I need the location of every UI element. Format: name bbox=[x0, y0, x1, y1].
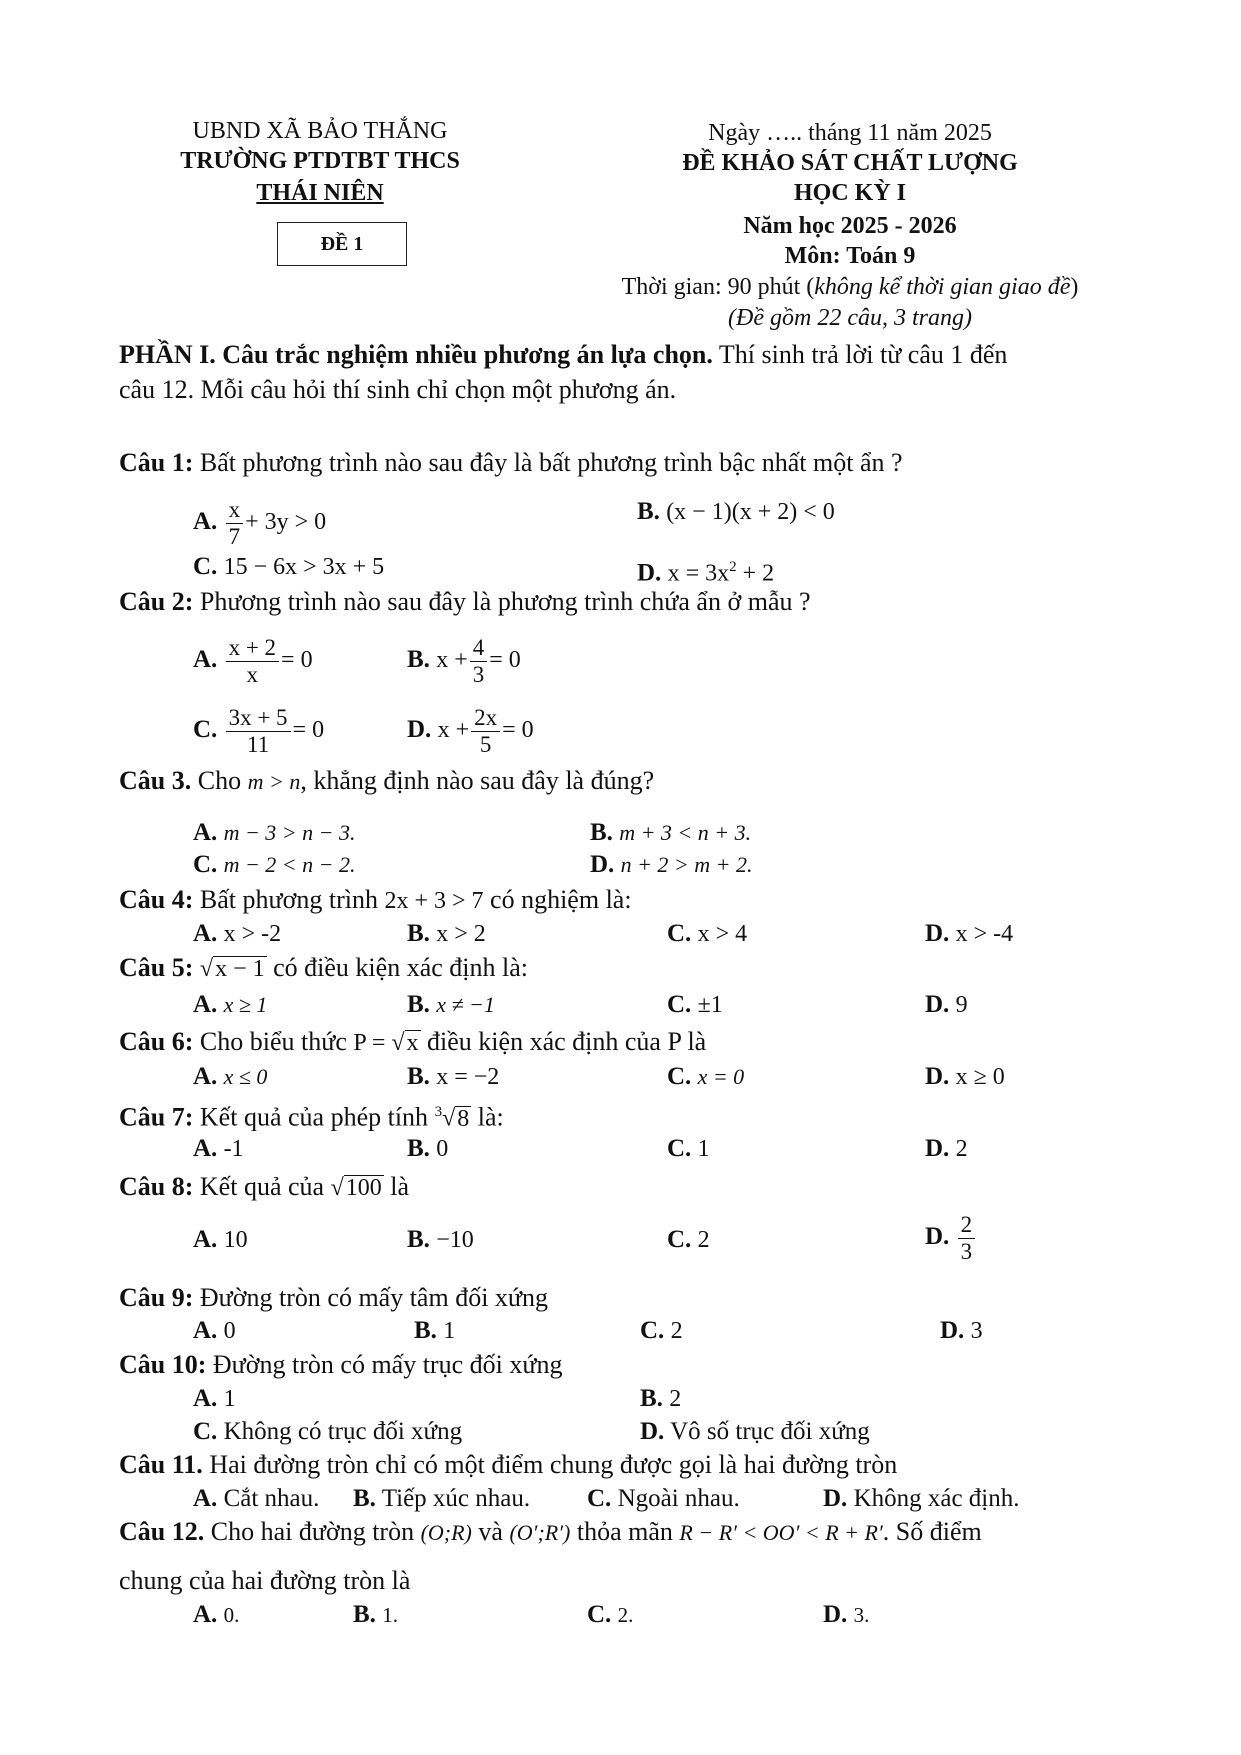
q4-option-b[interactable]: B. x > 2 bbox=[407, 920, 486, 947]
q7-option-a[interactable]: A. -1 bbox=[193, 1135, 244, 1162]
q4-option-d[interactable]: D. x > -4 bbox=[925, 920, 1014, 947]
q10-option-a[interactable]: A. 1 bbox=[193, 1385, 236, 1412]
q8-option-c[interactable]: C. 2 bbox=[667, 1226, 710, 1253]
q3-option-a[interactable]: A. m − 3 > n − 3. bbox=[193, 819, 356, 846]
q7-option-b[interactable]: B. 0 bbox=[407, 1135, 449, 1162]
question-12-line2: chung của hai đường tròn là bbox=[119, 1566, 411, 1595]
exam-code: ĐỀ 1 bbox=[320, 232, 364, 255]
q11-option-d[interactable]: D. Không xác định. bbox=[823, 1485, 1020, 1512]
q3-option-d[interactable]: D. n + 2 > m + 2. bbox=[590, 851, 753, 878]
question-7: Câu 7: Kết quả của phép tính $^3$√8 là: bbox=[119, 1102, 504, 1132]
q9-option-c[interactable]: C. 2 bbox=[640, 1317, 683, 1344]
question-12: Câu 12. Cho hai đường tròn (O;R) và (O′;R′) thỏa mãn R − R′ < OO′ < R + R′. Số điểm bbox=[119, 1517, 982, 1546]
exam-code-box bbox=[277, 222, 407, 266]
q1-option-b[interactable]: B. (x − 1)(x + 2) < 0 bbox=[637, 498, 835, 525]
subject: Môn: Toán 9 bbox=[784, 243, 916, 269]
question-11: Câu 11. Hai đường tròn chỉ có một điểm chung được gọi là hai đường tròn bbox=[119, 1450, 898, 1479]
question-9: Câu 9: Đường tròn có mấy tâm đối xứng bbox=[119, 1283, 549, 1312]
question-1: Câu 1: Bất phương trình nào sau đây là bất phương trình bậc nhất một ẩn ? bbox=[119, 448, 903, 477]
question-4: Câu 4: Bất phương trình 2x + 3 > 7 có nghiệm là: bbox=[119, 885, 632, 914]
part1-desc: câu 12. Mỗi câu hỏi thí sinh chỉ chọn một phương án. bbox=[119, 375, 677, 404]
exam-date: Ngày ….. tháng 11 năm 2025 bbox=[708, 120, 992, 146]
question-10: Câu 10: Đường tròn có mấy trục đối xứng bbox=[119, 1350, 563, 1379]
part1-heading: PHẦN I. Câu trắc nghiệm nhiều phương án lựa chọn. Thí sinh trả lời từ câu 1 đến bbox=[119, 340, 1008, 369]
q9-option-b[interactable]: B. 1 bbox=[414, 1317, 456, 1344]
q2-option-c[interactable]: C. $\frac{3x + 5}{11}$ = 0 bbox=[193, 705, 325, 757]
q5-option-c[interactable]: C. ±1 bbox=[667, 991, 723, 1018]
school-year: Năm học 2025 - 2026 bbox=[743, 213, 957, 239]
q2-option-b[interactable]: B. x + $\frac{4}{3}$ = 0 bbox=[407, 635, 521, 687]
q5-option-a[interactable]: A. x ≥ 1 bbox=[193, 991, 268, 1018]
q6-option-b[interactable]: B. x = −2 bbox=[407, 1063, 500, 1090]
q12-option-b[interactable]: B. 1. bbox=[353, 1601, 398, 1628]
q7-option-c[interactable]: C. 1 bbox=[667, 1135, 710, 1162]
q5-option-d[interactable]: D. 9 bbox=[925, 991, 968, 1018]
q1-option-a[interactable]: A. $\frac{x}{7}$ + 3y > 0 bbox=[193, 497, 327, 549]
q1-option-c[interactable]: C. 15 − 6x > 3x + 5 bbox=[193, 553, 385, 580]
q12-option-a[interactable]: A. 0. bbox=[193, 1601, 240, 1628]
school-place: THÁI NIÊN bbox=[256, 180, 384, 206]
q12-option-d[interactable]: D. 3. bbox=[823, 1601, 870, 1628]
q8-option-a[interactable]: A. 10 bbox=[193, 1226, 248, 1253]
q11-option-c[interactable]: C. Ngoài nhau. bbox=[587, 1485, 740, 1512]
question-2: Câu 2: Phương trình nào sau đây là phương trình chứa ẩn ở mẫu ? bbox=[119, 587, 811, 616]
exam-title: ĐỀ KHẢO SÁT CHẤT LƯỢNG bbox=[682, 150, 1018, 176]
q11-option-a[interactable]: A. Cắt nhau. bbox=[193, 1485, 320, 1512]
authority-name: UBND XÃ BẢO THẮNG bbox=[192, 118, 448, 144]
q6-option-a[interactable]: A. x ≤ 0 bbox=[193, 1063, 268, 1090]
q11-option-b[interactable]: B. Tiếp xúc nhau. bbox=[353, 1485, 531, 1512]
q9-option-d[interactable]: D. 3 bbox=[940, 1317, 983, 1344]
q10-option-c[interactable]: C. Không có trục đối xứng bbox=[193, 1418, 463, 1445]
q5-option-b[interactable]: B. x ≠ −1 bbox=[407, 991, 495, 1018]
q3-option-b[interactable]: B. m + 3 < n + 3. bbox=[590, 819, 752, 846]
q4-option-a[interactable]: A. x > -2 bbox=[193, 920, 282, 947]
q10-option-b[interactable]: B. 2 bbox=[640, 1385, 682, 1412]
q9-option-a[interactable]: A. 0 bbox=[193, 1317, 236, 1344]
q8-option-b[interactable]: B. −10 bbox=[407, 1226, 474, 1253]
q4-option-c[interactable]: C. x > 4 bbox=[667, 920, 748, 947]
q12-option-c[interactable]: C. 2. bbox=[587, 1601, 634, 1628]
q10-option-d[interactable]: D. Vô số trục đối xứng bbox=[640, 1418, 870, 1445]
q3-option-c[interactable]: C. m − 2 < n − 2. bbox=[193, 851, 356, 878]
q1-option-d[interactable]: D. $x = 3x^2 + 2$ bbox=[637, 559, 775, 587]
q2-option-a[interactable]: A. $\frac{x + 2}{x}$ = 0 bbox=[193, 635, 313, 687]
time-limit: Thời gian: 90 phút (không kể thời gian giao đề) bbox=[621, 274, 1079, 300]
question-5: Câu 5: √x − 1 có điều kiện xác định là: bbox=[119, 953, 528, 982]
question-8: Câu 8: Kết quả của √100 là bbox=[119, 1172, 410, 1201]
question-6: Câu 6: Cho biểu thức P = √x điều kiện xác định của P là bbox=[119, 1027, 707, 1056]
q7-option-d[interactable]: D. 2 bbox=[925, 1135, 968, 1162]
question-3: Câu 3. Cho m > n, khẳng định nào sau đây là đúng? bbox=[119, 766, 655, 795]
school-name: TRƯỜNG PTDTBT THCS bbox=[180, 148, 460, 174]
q6-option-c[interactable]: C. x = 0 bbox=[667, 1063, 745, 1090]
page-count-note: (Đề gồm 22 câu, 3 trang) bbox=[728, 305, 972, 331]
q8-option-d[interactable]: D. $\frac{2}{3}$ bbox=[925, 1212, 977, 1265]
q6-option-d[interactable]: D. x ≥ 0 bbox=[925, 1063, 1005, 1090]
semester-title: HỌC KỲ I bbox=[793, 180, 906, 206]
q2-option-d[interactable]: D. x + $\frac{2x}{5}$ = 0 bbox=[407, 705, 534, 757]
